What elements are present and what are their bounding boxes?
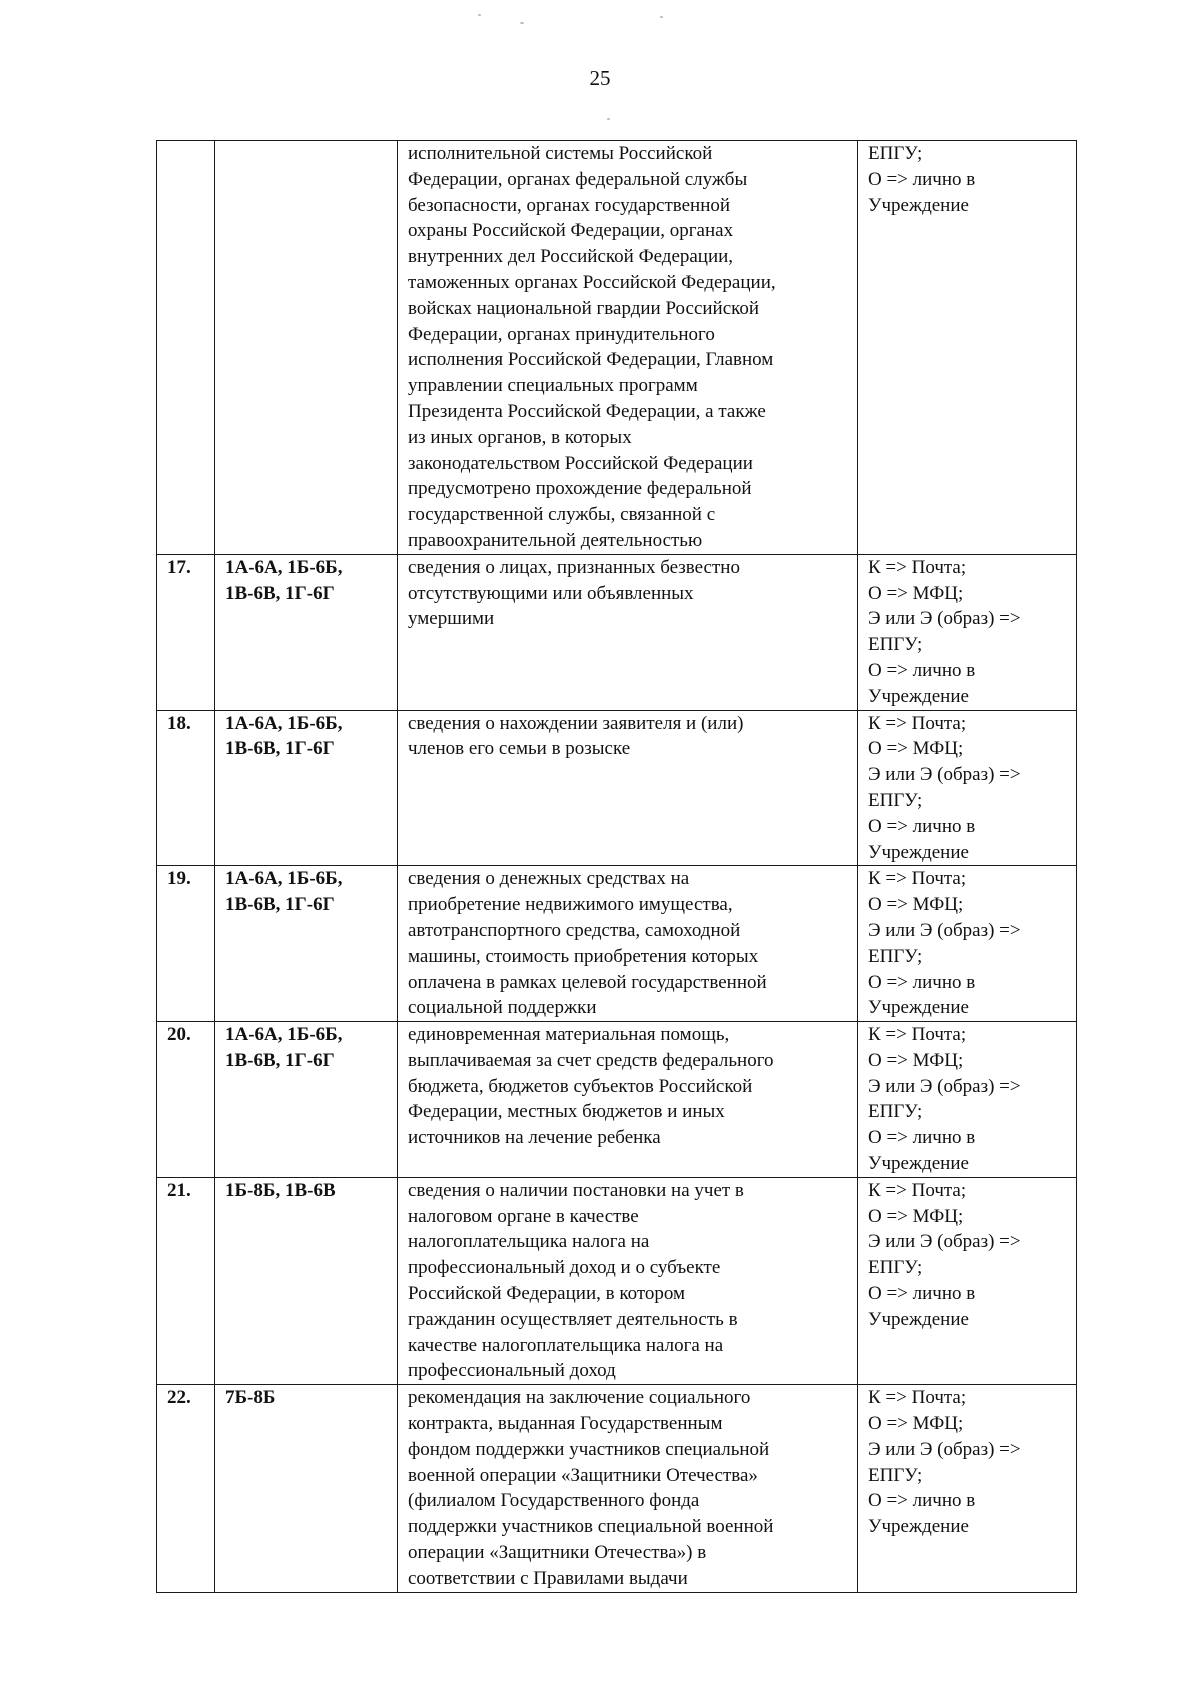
channel-line: О => МФЦ; xyxy=(868,582,964,604)
description-line: внутренних дел Российской Федерации, xyxy=(408,246,734,268)
description-line: отсутствующими или объявленных xyxy=(408,582,694,604)
channel-line: О => лично в xyxy=(868,1127,976,1149)
row-number: 17. xyxy=(167,556,191,578)
category-line: 1В-6В, 1Г-6Г xyxy=(225,1049,335,1071)
description-line: налоговом органе в качестве xyxy=(408,1205,639,1227)
category-line: 1В-6В, 1Г-6Г xyxy=(225,582,335,604)
document-table xyxy=(156,140,1077,1593)
category-line: 1А-6А, 1Б-6Б, xyxy=(225,1024,343,1046)
description-line: бюджета, бюджетов субъектов Российской xyxy=(408,1075,753,1097)
channel-line: ЕПГУ; xyxy=(868,143,923,164)
description-line: войсках национальной гвардии Российской xyxy=(408,297,760,319)
channel-line: Учреждение xyxy=(868,685,969,707)
channel-line: О => МФЦ; xyxy=(868,738,964,760)
categories-cell xyxy=(215,554,398,710)
channel-line: Э или Э (образ) => xyxy=(868,764,1021,786)
description-line: машины, стоимость приобретения которых xyxy=(408,945,759,967)
channel-line: К => Почта; xyxy=(868,1179,967,1201)
description-line: профессиональный доход xyxy=(408,1360,616,1382)
channels-cell xyxy=(858,1385,1077,1592)
channel-line: ЕПГУ; xyxy=(868,789,923,811)
description-cell xyxy=(398,1385,858,1592)
description-line: фондом поддержки участников специальной xyxy=(408,1438,770,1460)
row-number: 22. xyxy=(167,1387,191,1409)
channel-line: К => Почта; xyxy=(868,556,967,578)
description-line: операции «Защитники Отечества») в xyxy=(408,1542,707,1564)
channel-line: Э или Э (образ) => xyxy=(868,1438,1021,1460)
description-line: поддержки участников специальной военной xyxy=(408,1516,774,1538)
category-line: 7Б-8Б xyxy=(225,1387,276,1409)
description-line: исполнительной системы Российской xyxy=(408,143,713,164)
description-line: Федерации, органах принудительного xyxy=(408,323,715,345)
channels-cell xyxy=(858,1177,1077,1384)
description-line: единовременная материальная помощь, xyxy=(408,1024,730,1046)
description-line: налогоплательщика налога на xyxy=(408,1231,650,1253)
channel-line: ЕПГУ; xyxy=(868,945,923,967)
description-cell xyxy=(398,554,858,710)
description-line: сведения о нахождении заявителя и (или) xyxy=(408,712,744,734)
channels-cell xyxy=(858,710,1077,866)
scan-speck xyxy=(607,118,610,120)
description-line: Российской Федерации, в котором xyxy=(408,1283,686,1305)
categories-cell xyxy=(215,1022,398,1178)
description-line: умершими xyxy=(408,608,495,630)
table-row xyxy=(157,1385,1077,1592)
channel-line: Учреждение xyxy=(868,997,969,1019)
categories-cell xyxy=(215,710,398,866)
description-line: оплачена в рамках целевой государственной xyxy=(408,971,767,993)
row-number-cell xyxy=(157,710,215,866)
channels-cell xyxy=(858,141,1077,555)
category-line: 1Б-8Б, 1В-6В xyxy=(225,1179,336,1201)
description-line: правоохранительной деятельностью xyxy=(408,529,703,551)
channel-line: ЕПГУ; xyxy=(868,1101,923,1123)
description-line: предусмотрено прохождение федеральной xyxy=(408,478,752,500)
row-number-cell xyxy=(157,1385,215,1592)
channel-line: Э или Э (образ) => xyxy=(868,1231,1021,1253)
category-line: 1В-6В, 1Г-6Г xyxy=(225,894,335,916)
description-line: сведения о лицах, признанных безвестно xyxy=(408,556,740,578)
row-number: 19. xyxy=(167,868,191,890)
categories-cell xyxy=(215,141,398,555)
row-number: 21. xyxy=(167,1179,191,1201)
channel-line: Э или Э (образ) => xyxy=(868,1075,1021,1097)
category-line: 1А-6А, 1Б-6Б, xyxy=(225,868,343,890)
description-line: приобретение недвижимого имущества, xyxy=(408,894,733,916)
channel-line: ЕПГУ; xyxy=(868,1464,923,1486)
description-cell xyxy=(398,1022,858,1178)
description-line: контракта, выданная Государственным xyxy=(408,1413,723,1435)
description-line: государственной службы, связанной с xyxy=(408,504,716,526)
description-line: (филиалом Государственного фонда xyxy=(408,1490,700,1512)
description-line: соответствии с Правилами выдачи xyxy=(408,1567,688,1589)
description-line: гражданин осуществляет деятельность в xyxy=(408,1308,738,1330)
description-cell xyxy=(398,710,858,866)
channel-line: О => МФЦ; xyxy=(868,1049,964,1071)
row-number-cell xyxy=(157,141,215,555)
channel-line: О => лично в xyxy=(868,1490,976,1512)
channel-line: Э или Э (образ) => xyxy=(868,608,1021,630)
description-line: законодательством Российской Федерации xyxy=(408,452,753,474)
table-row xyxy=(157,710,1077,866)
table-row xyxy=(157,1177,1077,1384)
row-number: 20. xyxy=(167,1024,191,1046)
channel-line: ЕПГУ; xyxy=(868,634,923,656)
channel-line: О => лично в xyxy=(868,971,976,993)
description-line: военной операции «Защитники Отечества» xyxy=(408,1464,758,1486)
description-line: охраны Российской Федерации, органах xyxy=(408,220,734,242)
description-line: Федерации, органах федеральной службы xyxy=(408,168,748,190)
channel-line: О => лично в xyxy=(868,168,976,190)
description-line: безопасности, органах государственной xyxy=(408,194,731,216)
channel-line: К => Почта; xyxy=(868,1387,967,1409)
category-line: 1А-6А, 1Б-6Б, xyxy=(225,556,343,578)
description-line: профессиональный доход и о субъекте xyxy=(408,1257,721,1279)
scan-speck xyxy=(660,16,663,18)
channel-line: Учреждение xyxy=(868,1308,969,1330)
channel-line: О => МФЦ; xyxy=(868,894,964,916)
description-line: выплачиваемая за счет средств федерального xyxy=(408,1049,774,1071)
description-line: автотранспортного средства, самоходной xyxy=(408,919,741,941)
description-line: сведения о денежных средствах на xyxy=(408,868,690,890)
channel-line: О => лично в xyxy=(868,1283,976,1305)
description-cell xyxy=(398,866,858,1022)
scan-speck xyxy=(520,22,524,24)
description-cell xyxy=(398,1177,858,1384)
channels-cell xyxy=(858,1022,1077,1178)
category-line: 1А-6А, 1Б-6Б, xyxy=(225,712,343,734)
categories-cell xyxy=(215,866,398,1022)
description-line: из иных органов, в которых xyxy=(408,426,632,448)
row-number-cell xyxy=(157,554,215,710)
table-row xyxy=(157,141,1077,555)
channel-line: Э или Э (образ) => xyxy=(868,919,1021,941)
description-line: социальной поддержки xyxy=(408,997,597,1019)
table-row xyxy=(157,554,1077,710)
categories-cell xyxy=(215,1177,398,1384)
scan-speck xyxy=(478,14,481,16)
channel-line: Учреждение xyxy=(868,1153,969,1175)
description-line: управлении специальных программ xyxy=(408,375,698,397)
channel-line: Учреждение xyxy=(868,1516,969,1538)
table-row xyxy=(157,866,1077,1022)
row-number: 18. xyxy=(167,712,191,734)
description-line: рекомендация на заключение социального xyxy=(408,1387,751,1409)
description-line: Федерации, местных бюджетов и иных xyxy=(408,1101,725,1123)
channel-line: Учреждение xyxy=(868,841,969,863)
channel-line: О => МФЦ; xyxy=(868,1413,964,1435)
row-number-cell xyxy=(157,1022,215,1178)
categories-cell xyxy=(215,1385,398,1592)
channel-line: К => Почта; xyxy=(868,868,967,890)
category-line: 1В-6В, 1Г-6Г xyxy=(225,738,335,760)
row-number-cell xyxy=(157,866,215,1022)
channels-cell xyxy=(858,554,1077,710)
channel-line: К => Почта; xyxy=(868,1024,967,1046)
table-body xyxy=(157,141,1077,1593)
description-cell xyxy=(398,141,858,555)
description-line: членов его семьи в розыске xyxy=(408,738,631,760)
description-line: исполнения Российской Федерации, Главном xyxy=(408,349,774,371)
description-line: источников на лечение ребенка xyxy=(408,1127,661,1149)
description-line: таможенных органах Российской Федерации, xyxy=(408,271,776,293)
page-number: 25 xyxy=(589,66,611,90)
channel-line: О => МФЦ; xyxy=(868,1205,964,1227)
channels-cell xyxy=(858,866,1077,1022)
description-line: сведения о наличии постановки на учет в xyxy=(408,1179,744,1201)
channel-line: О => лично в xyxy=(868,659,976,681)
channel-line: К => Почта; xyxy=(868,712,967,734)
row-number-cell xyxy=(157,1177,215,1384)
channel-line: Учреждение xyxy=(868,194,969,216)
channel-line: ЕПГУ; xyxy=(868,1257,923,1279)
channel-line: О => лично в xyxy=(868,815,976,837)
description-line: Президента Российской Федерации, а также xyxy=(408,400,766,422)
table-row xyxy=(157,1022,1077,1178)
description-line: качестве налогоплательщика налога на xyxy=(408,1334,724,1356)
